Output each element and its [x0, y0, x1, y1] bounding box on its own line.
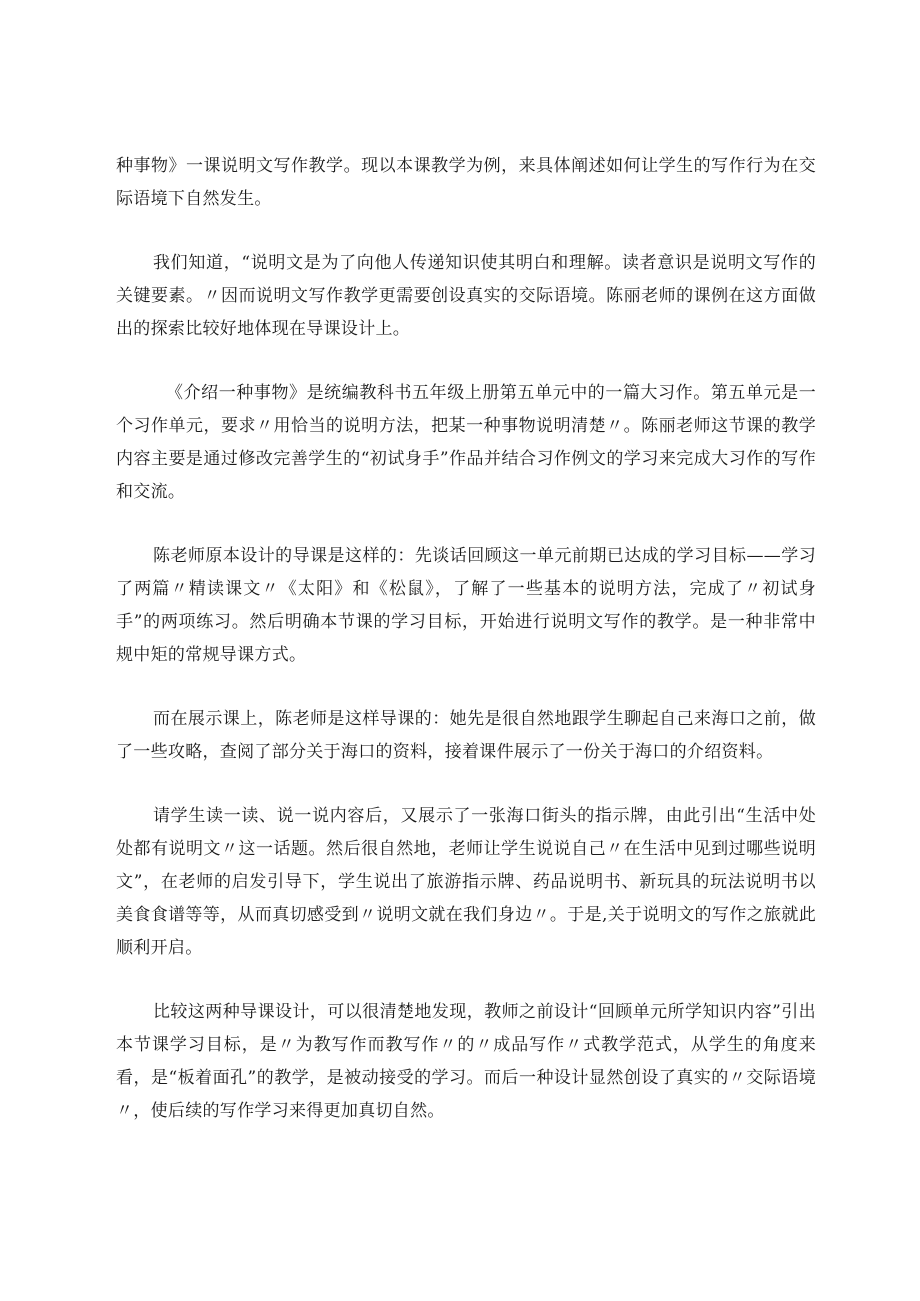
paragraph-6: 请学生读一读、说一说内容后，又展示了一张海口街头的指示牌，由此引出“生活中处处都有说明文〃这一话题。然后很自然地，老师让学生说说自己〃在生活中见到过哪些说明文”，在老师的启发引导下，学生说出了旅游指示牌、药品说明书、新玩具的玩法说明书以美食食谱等等，从而真切感受到〃说明文就在我们身边〃。于是,关于说明文的写作之旅就此顺利开启。 — [116, 806, 816, 958]
paragraph-5: 而在展示课上，陈老师是这样导课的：她先是很自然地跟学生聊起自己来海口之前，做了一些攻略，查阅了部分关于海口的资料，接着课件展示了一份关于海口的介绍资料。 — [116, 709, 816, 762]
paragraph-4: 陈老师原本设计的导课是这样的：先谈话回顾这一单元前期已达成的学习目标——学习了两篇〃精读课文〃《太阳》和《松鼠》，了解了一些基本的说明方法，完成了〃初试身手”的两项练习。然后明确本节课的学习目标，开始进行说明文写作的教学。是一种非常中规中矩的常规导课方式。 — [116, 546, 816, 665]
paragraph-3: 《介绍一种事物》是统编教科书五年级上册第五单元中的一篇大习作。第五单元是一个习作单元，要求〃用恰当的说明方法，把某一种事物说明清楚〃。陈丽老师这节课的教学内容主要是通过修改完善学生的“初试身手”作品并结合习作例文的学习来完成大习作的写作和交流。 — [116, 383, 816, 502]
paragraph-7: 比较这两种导课设计，可以很清楚地发现，教师之前设计“回顾单元所学知识内容”引出本节课学习目标，是〃为教写作而教写作〃的〃成品写作〃式教学范式，从学生的角度来看，是“板着面孔”的教学，是被动接受的学习。而后一种设计显然创设了真实的〃交际语境〃，使后续的写作学习来得更加真切自然。 — [116, 1002, 816, 1121]
paragraph-2: 我们知道，“说明文是为了向他人传递知识使其明白和理解。读者意识是说明文写作的关键要素。〃因而说明文写作教学更需要创设真实的交际语境。陈丽老师的课例在这方面做出的探索比较好地体现在导课设计上。 — [116, 253, 816, 339]
paragraph-1: 种事物》一课说明文写作教学。现以本课教学为例，来具体阐述如何让学生的写作行为在交际语境下自然发生。 — [116, 156, 816, 209]
document-body — [116, 150, 816, 1159]
